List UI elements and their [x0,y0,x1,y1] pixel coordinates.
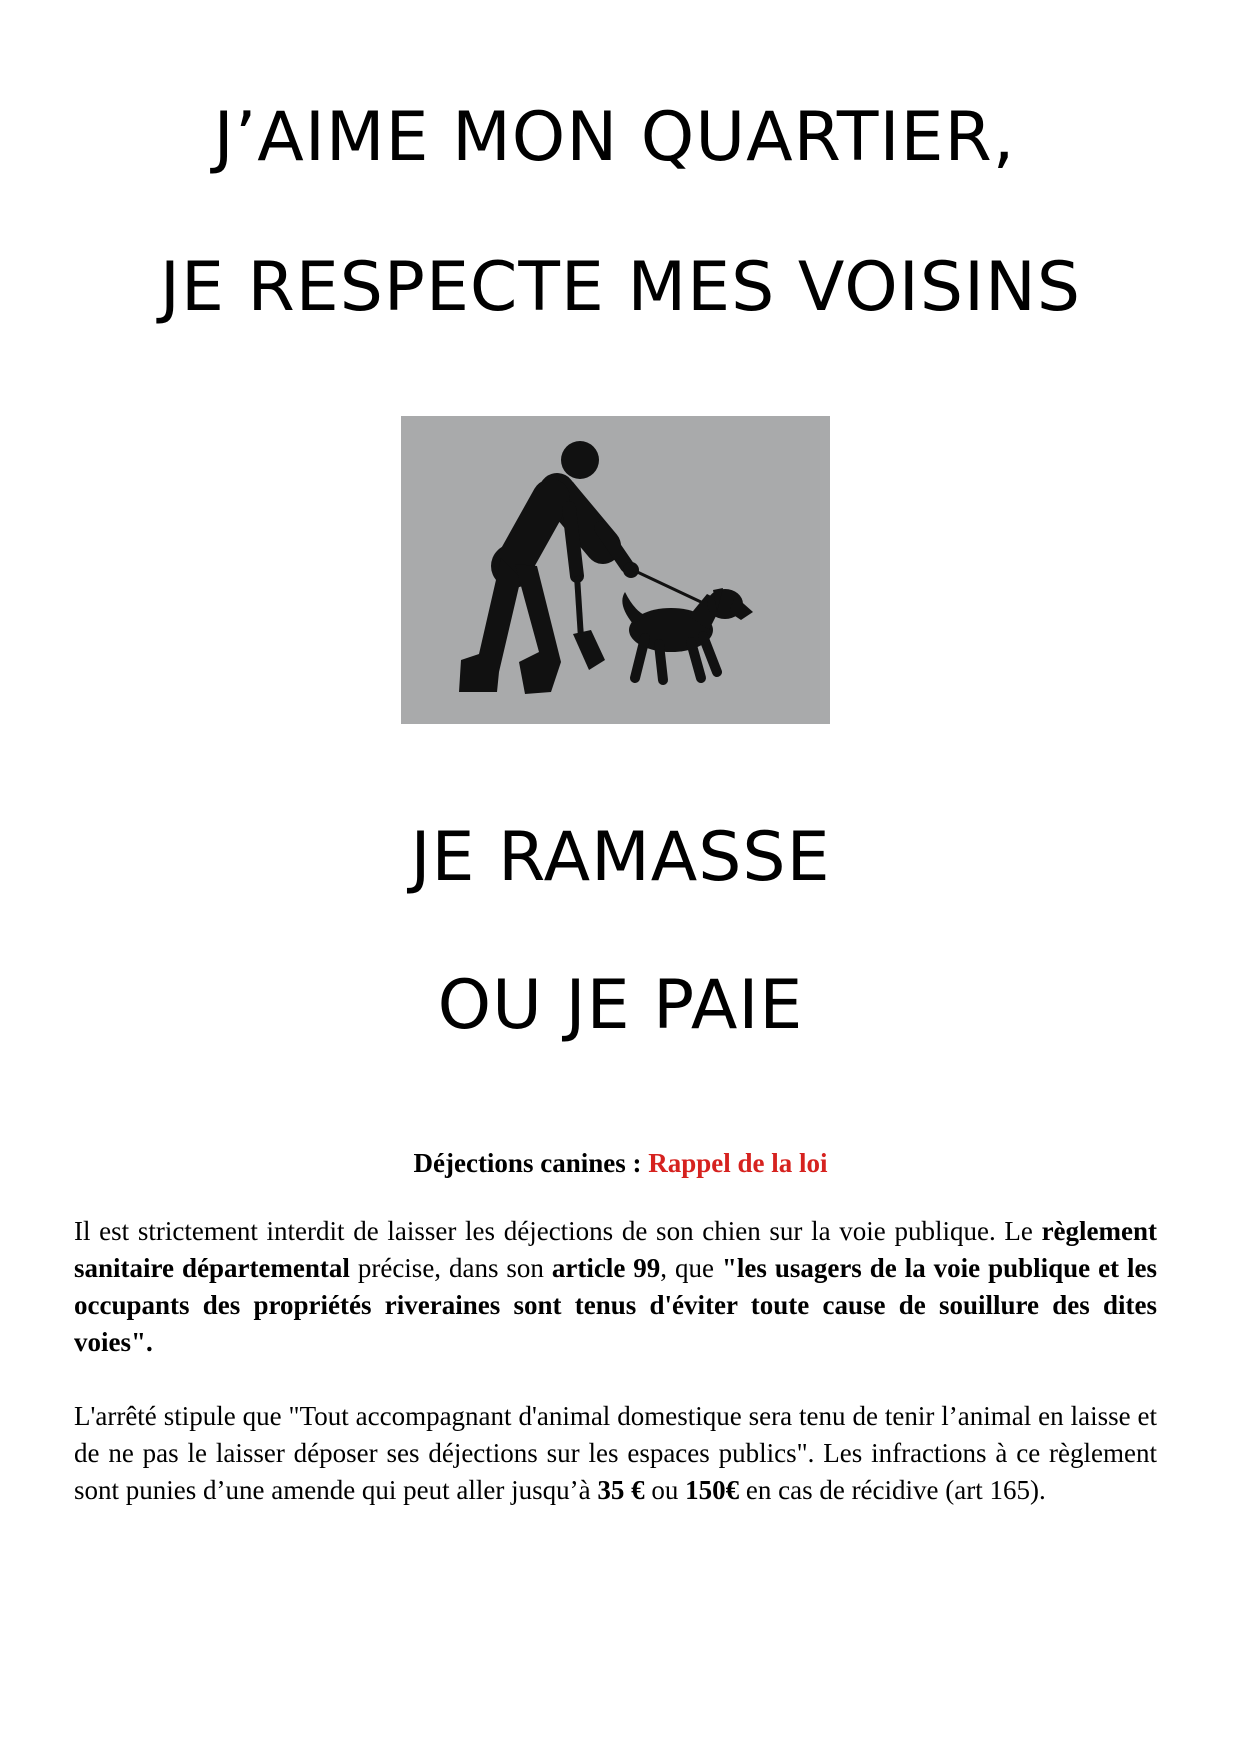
para1-text-3: , que [660,1253,722,1283]
para1-text-2: précise, dans son [349,1253,552,1283]
subheading-accent: Rappel de la loi [648,1148,828,1178]
headline-line-2: JE RESPECTE MES VOISINS [159,248,1082,327]
para1-text-1: Il est strictement interdit de laisser les déjections de son chien sur la voie publique. Le [74,1216,1042,1246]
headline-line-4: OU JE PAIE [437,966,804,1045]
para2-bold-2: 150€ [685,1475,740,1505]
section-subheading [0,1146,1241,1180]
subheading-label: Déjections canines : [413,1148,649,1178]
para2-bold-1: 35 € [597,1475,645,1505]
headline-line-3: JE RAMASSE [410,818,831,897]
person-walking-dog-with-scooper-icon [401,416,830,724]
para2-text-2: ou [644,1475,686,1505]
para1-bold-1: règlement sanitaire départemental [74,1216,1157,1283]
para1-bold-3: "les usagers de la voie publique et les occupants des propriétés riveraines sont tenus d'éviter toute cause de souillure des dites voies". [74,1253,1157,1357]
law-paragraph-1 [74,1213,1157,1361]
para2-text-3: en cas de récidive (art 165). [739,1475,1046,1505]
headline-line-1: J’AIME MON QUARTIER, [213,98,1016,177]
para1-bold-2: article 99 [551,1253,661,1283]
para2-text-1: L'arrêté stipule que "Tout accompagnant d'animal domestique sera tenu de tenir l’animal en laisse et de ne pas le laisser déposer ses déjections sur les espaces publics". Les infractions à ce règlement sont punies d’une amende qui peut aller jusqu’à [74,1401,1157,1505]
law-paragraph-2 [74,1398,1157,1509]
dog-walker-pictogram [401,416,830,724]
